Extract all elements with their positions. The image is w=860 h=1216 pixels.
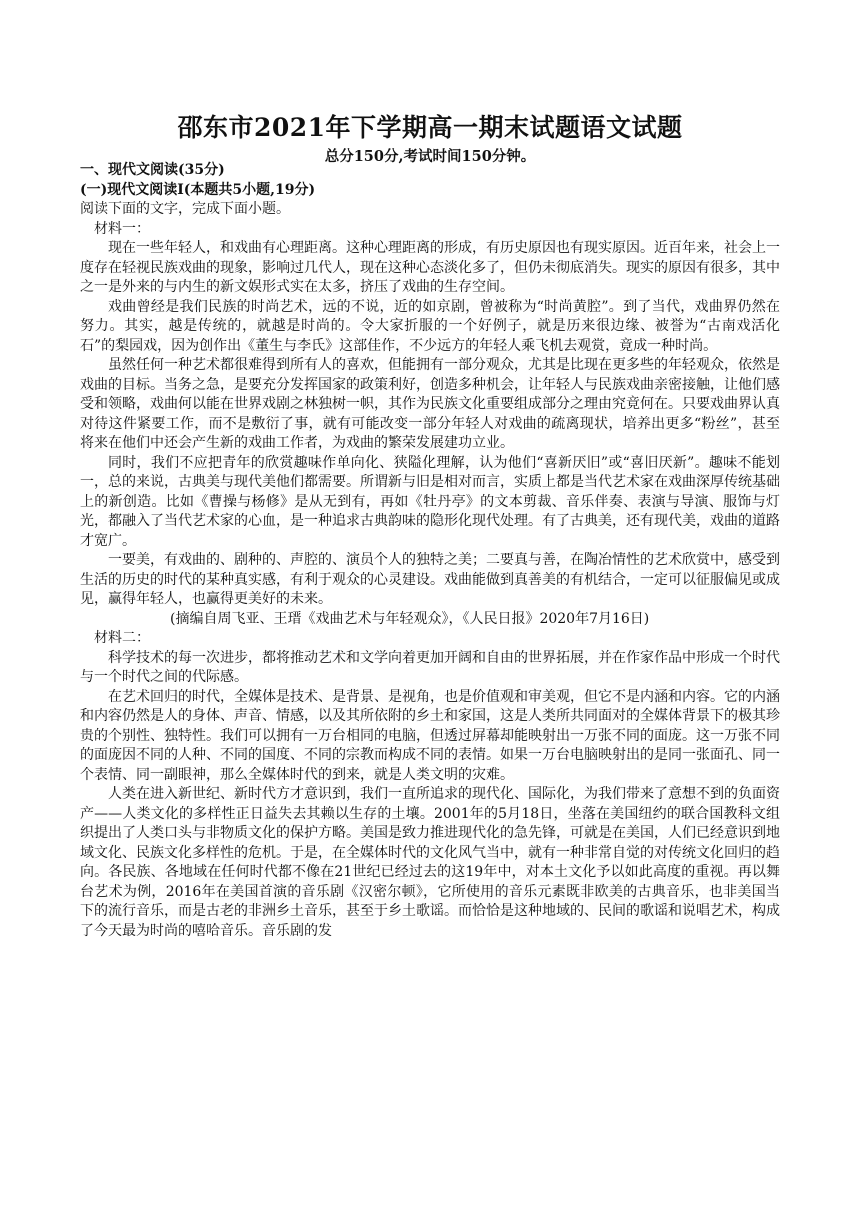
instruction: 阅读下面的文字，完成下面小题。 [80, 201, 290, 217]
material-one-paragraph: 戏曲曾经是我们民族的时尚艺术，远的不说，近的如京剧，曾被称为“时尚黄腔”。到了当代，戏曲界仍然在努力。其实，越是传统的，就越是时尚的。令大家折服的一个好例子，就是历来很边缘、被誉为“古南戏活化石”的梨园戏，因为创作出《董生与李氏》这部佳作，不少远方的年轻人乘飞机去观赏，竟成一种时尚。 [80, 298, 780, 354]
exam-body [80, 161, 780, 941]
material-one-paragraph: 同时，我们不应把青年的欣赏趣味作单向化、狭隘化理解，认为他们“喜新厌旧”或“喜旧厌新”。趣味不能划一，总的来说，古典美与现代美他们都需要。所谓新与旧是相对而言，实质上都是当代艺术家在戏曲深厚传统基础上的新创造。比如《曹操与杨修》是从无到有，再如《牡丹亭》的文本剪裁、音乐伴奏、表演与导演、服饰与灯光，都融入了当代艺术家的心血，是一种追求古典韵味的隐形化现代处理。有了古典美，还有现代美，戏曲的道路才宽广。 [80, 454, 780, 549]
material-two-paragraph: 在艺术回归的时代，全媒体是技术、是背景、是视角，也是价值观和审美观，但它不是内涵和内容。它的内涵和内容仍然是人的身体、声音、情感，以及其所依附的乡土和家国，这是人类所共同面对的全媒体背景下的极其珍贵的个别性、独特性。我们可以拥有一万台相同的电脑，但透过屏幕却能映射出一万张不同的面庞。这一万张不同的面庞因不同的人种、不同的国度、不同的宗教而构成不同的表情。如果一万台电脑映射出的是同一张面孔、同一个表情、同一副眼神，那么全媒体时代的到来，就是人类文明的灾难。 [80, 688, 780, 783]
material-two-label: 材料二： [94, 630, 150, 646]
page-title: 邵东市2021年下学期高一期末试题语文试题 [177, 113, 683, 142]
material-two-paragraph: 科学技术的每一次进步，都将推动艺术和文学向着更加开阔和自由的世界拓展，并在作家作品中形成一个时代与一个时代之间的代际感。 [80, 649, 780, 685]
material-two-paragraph: 人类在进入新世纪、新时代方才意识到，我们一直所追求的现代化、国际化，为我们带来了意想不到的负面资产——人类文化的多样性正日益失去其赖以生存的土壤。2001年的5月18日，坐落在美国纽约的联合国教科文组织提出了人类口头与非物质文化的保护方略。美国是致力推进现代化的急先锋，可就是在美国，人们已经意识到地域文化、民族文化多样性的危机。于是，在全媒体时代的文化风气当中，就有一种非常自觉的对传统文化回归的趋向。各民族、各地域在任何时代都不像在21世纪已经过去的这19年中，对本土文化予以如此高度的重视。再以舞台艺术为例，2016年在美国首演的音乐剧《汉密尔顿》，它所使用的音乐元素既非欧美的古典音乐，也非美国当下的流行音乐，而是古老的非洲乡土音乐，甚至于乡土歌谣。而恰恰是这种地域的、民间的歌谣和说唱艺术，构成了今天最为时尚的嘻哈音乐。音乐剧的发 [80, 786, 780, 939]
exam-info: 总分150分,考试时间150分钟。 [324, 148, 536, 165]
material-one-paragraph: 现在一些年轻人，和戏曲有心理距离。这种心理距离的形成，有历史原因也有现实原因。近百年来，社会上一度存在轻视民族戏曲的现象，影响过几代人，现在这种心态淡化多了，但仍未彻底消失。现实的原因有很多，其中之一是外来的与内生的新文娱形式实在太多，挤压了戏曲的生存空间。 [80, 240, 780, 295]
material-one-label: 材料一： [94, 220, 150, 237]
material-one-source: (摘编自周飞亚、王瑨《戏曲艺术与年轻观众》，《人民日报》2020年7月16日) [170, 610, 650, 627]
material-one-paragraph: 虽然任何一种艺术都很难得到所有人的喜欢，但能拥有一部分观众，尤其是比现在更多些的年轻观众，依然是戏曲的目标。当务之急，是要充分发挥国家的政策利好，创造多种机会，让年轻人与民族戏曲亲密接触，让他们感受和领略，戏曲何以能在世界戏剧之林独树一帜，其作为民族文化重要组成部分之理由究竟何在。只要戏曲界认真对待这件紧要工作，而不是敷衍了事，就有可能改变一部分年轻人对戏曲的疏离现状，培养出更多“粉丝”，甚至将来在他们中还会产生新的戏曲工作者，为戏曲的繁荣发展建功立业。 [80, 357, 780, 451]
section-heading: 一、现代文阅读(35分) [80, 162, 225, 178]
subsection-heading: (一)现代文阅读Ⅰ(本题共5小题,19分) [80, 181, 316, 198]
material-one-paragraph: 一要美，有戏曲的、剧种的、声腔的、演员个人的独特之美；二要真与善，在陶冶情性的艺术欣赏中，感受到生活的历史的时代的某种真实感，有利于观众的心灵建设。戏曲能做到真善美的有机结合，一定可以征服偏见或成见，赢得年轻人，也赢得更美好的未来。 [80, 552, 780, 607]
